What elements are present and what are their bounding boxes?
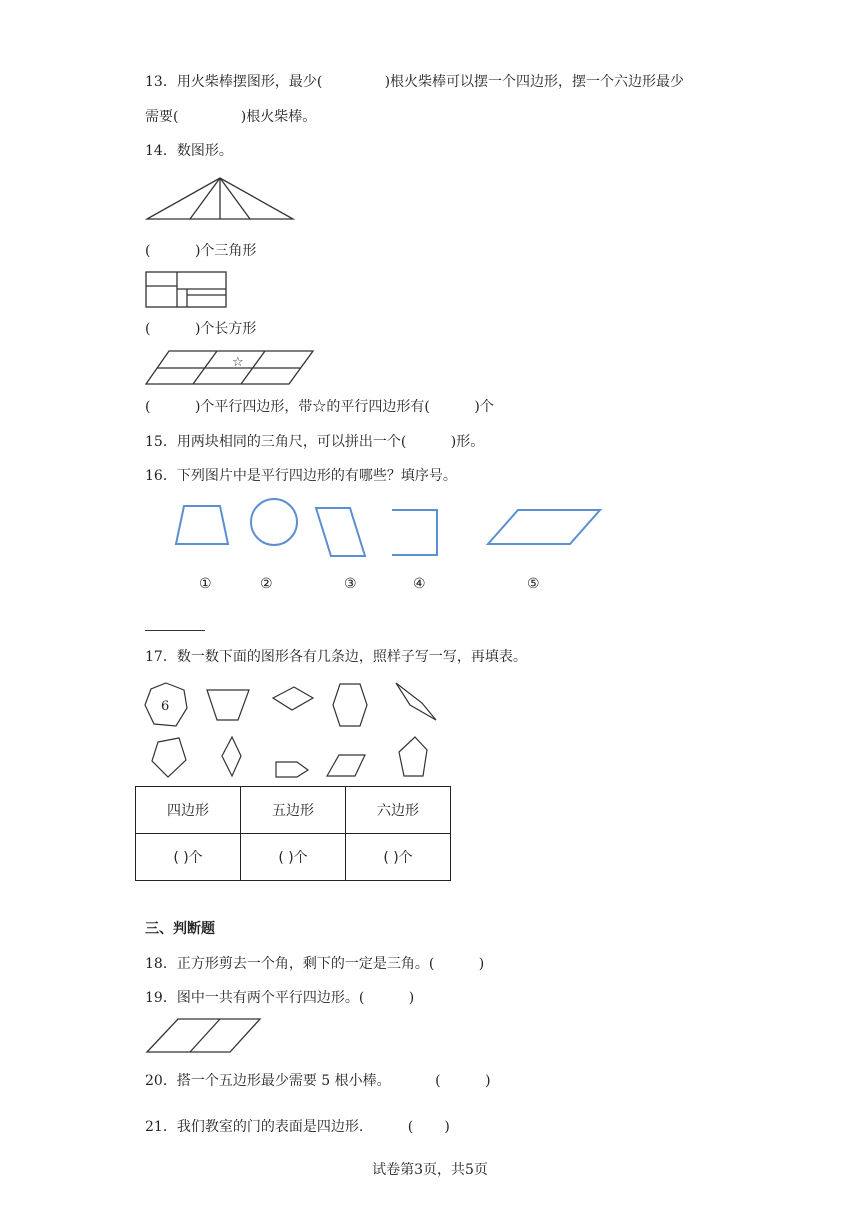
q14-answer-parallelograms: ( )个平行四边形，带☆的平行四边形有( )个 bbox=[145, 399, 494, 415]
sample-number: 6 bbox=[161, 699, 170, 714]
cell-pentagon[interactable]: ( )个 bbox=[241, 834, 346, 881]
q20-text: 20．搭一个五边形最少需要 5 根小棒。 ( ) bbox=[145, 1073, 491, 1089]
q15-text: 15．用两块相同的三角尺，可以拼出一个( )形。 bbox=[145, 434, 485, 450]
pentagon-5a bbox=[152, 738, 186, 777]
q21-text: 21．我们教室的门的表面是四边形. ( ) bbox=[145, 1119, 450, 1135]
label-3: ③ bbox=[344, 576, 357, 592]
label-5: ⑤ bbox=[527, 576, 540, 592]
parallelogram-shape bbox=[488, 510, 600, 544]
open-square-shape bbox=[392, 510, 437, 555]
page-footer: 试卷第3页，共5页 bbox=[372, 1162, 488, 1178]
q17-shapes bbox=[140, 680, 450, 782]
header-quadrilateral: 四边形 bbox=[136, 787, 241, 834]
two-parallelograms-figure bbox=[145, 1017, 265, 1055]
circle-shape bbox=[251, 499, 297, 545]
cell-quadrilateral[interactable]: ( )个 bbox=[136, 834, 241, 881]
q13-line1: 13．用火柴棒摆图形，最少( )根火柴棒可以摆一个四边形，摆一个六边形最少 bbox=[145, 74, 685, 90]
q14-answer-triangles: ( )个三角形 bbox=[145, 243, 257, 259]
q17-text: 17．数一数下面的图形各有几条边，照样子写一写，再填表。 bbox=[145, 649, 527, 665]
header-pentagon: 五边形 bbox=[241, 787, 346, 834]
cell-hexagon[interactable]: ( )个 bbox=[346, 834, 451, 881]
q16-text: 16．下列图片中是平行四边形的有哪些？填序号。 bbox=[145, 468, 457, 484]
label-4: ④ bbox=[413, 576, 426, 592]
sides-table bbox=[135, 786, 451, 881]
pentagon-5b bbox=[399, 737, 427, 776]
label-1: ① bbox=[199, 576, 212, 592]
q19-text: 19．图中一共有两个平行四边形。( ) bbox=[145, 990, 415, 1006]
section-title: 三、判断题 bbox=[145, 921, 215, 937]
q13-line2: 需要( )根火柴棒。 bbox=[145, 109, 317, 125]
header-hexagon: 六边形 bbox=[346, 787, 451, 834]
rectangles-figure bbox=[145, 271, 227, 309]
q16-shapes bbox=[170, 498, 610, 558]
triangle-fan-figure bbox=[145, 176, 295, 222]
q14-answer-rectangles: ( )个长方形 bbox=[145, 321, 257, 337]
hexagon-6 bbox=[333, 684, 367, 726]
trapezoid-4 bbox=[207, 690, 249, 720]
house-pentagon-5 bbox=[276, 762, 308, 777]
q14-title: 14．数图形。 bbox=[145, 143, 233, 159]
answer-underline bbox=[145, 630, 205, 631]
trapezoid-shape bbox=[176, 506, 228, 544]
parallelogram-4 bbox=[327, 755, 365, 776]
rhombus-4 bbox=[273, 687, 313, 710]
tilted-parallelogram-shape bbox=[316, 508, 365, 556]
q18-text: 18．正方形剪去一个角，剩下的一定是三角。( ) bbox=[145, 956, 485, 972]
star-icon: ☆ bbox=[232, 355, 244, 370]
quadrilateral-4 bbox=[396, 683, 436, 720]
rhombus-4b bbox=[222, 737, 241, 776]
label-2: ② bbox=[260, 576, 273, 592]
parallelograms-figure bbox=[145, 349, 315, 387]
